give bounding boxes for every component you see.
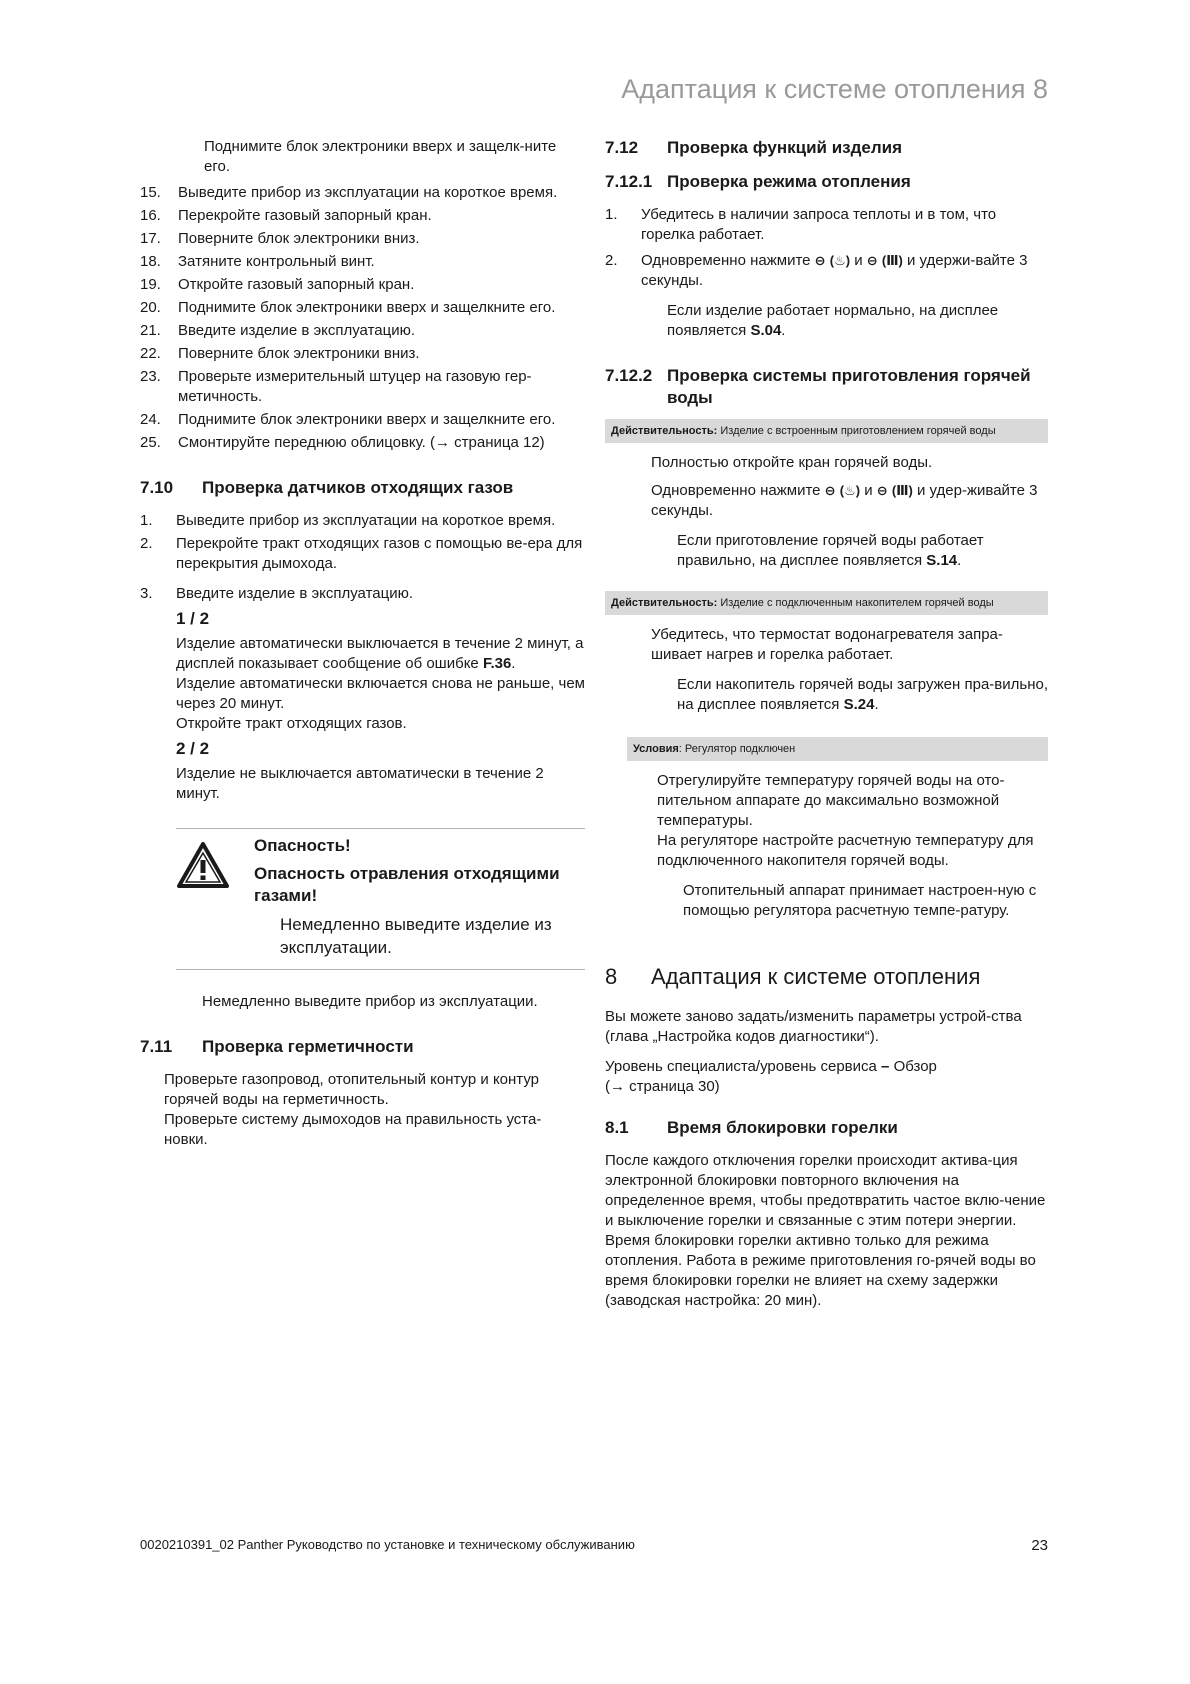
action-text: Проверьте газопровод, отопительный контур и контур горячей воды на герметичность. [164,1071,540,1108]
page-reference: (→ страница 30) [605,1078,720,1095]
validity-bar: Действительность: Изделие с встроенным приготовлением горячей воды [605,419,1048,443]
page-number: 23 [1031,1537,1048,1554]
minus-key-icon: ⊖ [866,253,878,268]
result-text: Если приготовление горячей воды работает правильно, на дисплее появляется S.14. [677,532,984,569]
danger-subtitle: Опасность отравления отходящими газами! [254,864,560,905]
result-text: Изделие не выключается автоматически в течение 2 минут. [176,765,544,802]
list-item: 20. Поднимите блок электроники вверх и защелкните его. [140,299,556,316]
warning-triangle-icon [176,835,254,959]
section-heading-7-12-1: 7.12.1 Проверка режима отопления [605,172,911,191]
list-item: 19. Откройте газовый запорный кран. [140,276,415,293]
minus-key-icon: ⊖ [814,253,826,268]
list-item: 18. Затяните контрольный винт. [140,253,375,270]
body-text: Вы можете заново задать/изменить параметры устрой-ства (глава „Настройка кодов диагностики“). [605,1008,1022,1045]
status-code: S.14 [926,552,958,569]
page-footer [140,1537,1048,1554]
hot-water-icon: (♨) [829,253,851,268]
condition-bar: Условия: Регулятор подключен [627,737,1048,761]
hot-water-icon: (♨) [839,483,861,498]
list-item: 22. Поверните блок электроники вниз. [140,345,420,362]
radiator-icon: (Ⅲ) [881,253,903,268]
intro-step: Поднимите блок электроники вверх и защелк-ните его. [204,138,557,175]
action-text: Проверьте систему дымоходов на правильность уста-новки. [164,1111,542,1148]
action-text: Полностью откройте кран горячей воды. [651,454,933,471]
list-item: 2. Перекройте тракт отходящих газов с помощью ве-ера для перекрытия дымохода. [140,535,583,572]
result-text: Изделие автоматически выключается в течение 2 минут, а дисплей показывает сообщение об ошибке F.36. [176,635,584,672]
result-text: Изделие автоматически включается снова не раньше, чем через 20 минут. [176,675,585,712]
section-heading-7-11: 7.11 Проверка герметичности [140,1037,414,1056]
section-heading-7-10: 7.10 Проверка датчиков отходящих газов [140,478,514,497]
result-text: Если накопитель горячей воды загружен пра-вильно, на дисплее появляется S.24. [677,676,1048,713]
validity-bar: Действительность: Изделие с подключенным накопителем горячей воды [605,591,1048,615]
list-item: 1. Убедитесь в наличии запроса теплоты и в том, что горелка работает. [605,206,997,243]
list-item: 1. Выведите прибор из эксплуатации на короткое время. [140,512,556,529]
status-code: S.04 [750,322,782,339]
action-text: Убедитесь, что термостат водонагревателя запра-шивает нагрев и горелка работает. [651,626,1003,663]
list-item: 17. Поверните блок электроники вниз. [140,230,420,247]
minus-key-icon: ⊖ [824,483,836,498]
action-text: Отрегулируйте температуру горячей воды на ото-пительном аппарате до максимально возможной температуры. [657,772,1005,829]
result-text: Если изделие работает нормально, на дисплее появляется S.04. [667,302,999,339]
danger-title: Опасность! [254,836,351,855]
list-item: 21. Введите изделие в эксплуатацию. [140,322,415,339]
step-3-details [140,608,585,804]
list-item: 23. Проверьте измерительный штуцер на газовую гер-метичность. [140,368,532,405]
result-text: Отопительный аппарат принимает настроен-ную с помощью регулятора расчетную темпе-ратуру. [683,882,1037,919]
minus-key-icon: ⊖ [876,483,888,498]
result-2-of-2: 2 / 2 [176,739,210,758]
document-id: 0020210391_02 Panther Руководство по установке и техническому обслуживанию [140,1537,635,1552]
result-1-of-2: 1 / 2 [176,609,210,628]
action-text: Немедленно выведите прибор из эксплуатации. [202,993,538,1010]
danger-warning [176,828,585,970]
list-item: 16. Перекройте газовый запорный кран. [140,207,432,224]
list-item: 15. Выведите прибор из эксплуатации на короткое время. [140,184,558,201]
section-heading-7-12-2: 7.12.2 Проверка системы приготовления горячей воды [605,366,1031,407]
list-item: 3. Введите изделие в эксплуатацию. [140,585,413,602]
steps-list [140,183,585,453]
action-text: Откройте тракт отходящих газов. [176,715,407,732]
running-title: Адаптация к системе отопления 8 [621,74,1048,104]
list-item: 25. Смонтируйте переднюю облицовку. (→ страница 12) [140,434,545,451]
list-item: 2. Одновременно нажмите ⊖ (♨) и ⊖ (Ⅲ) и удержи-вайте 3 секунды. [605,252,1028,289]
body-text: После каждого отключения горелки происходит актива-ция электронной блокировки повторного включения на определенное время, чтобы предотвратить частое вклю-чение и выключение горелки и связанные с этим потери энергии. Время блокировки горелки активно только для режима отопления. Работа в режиме приготовления го-рячей воды во время блокировки горелки не влияет на схему задержки (заводская настройка: 20 мин). [605,1152,1046,1309]
section-heading-7-12: 7.12 Проверка функций изделия [605,138,903,157]
chapter-heading-8: 8 Адаптация к системе отопления [605,964,981,989]
body-text: Уровень специалиста/уровень сервиса – Обзор (→ страница 30) [605,1058,937,1095]
steps-list-7-10 [140,511,585,604]
section-heading-8-1: 8.1 Время блокировки горелки [605,1118,898,1137]
status-code: S.24 [843,696,875,713]
radiator-icon: (Ⅲ) [891,483,913,498]
error-code: F.36 [482,655,512,672]
danger-text: Немедленно выведите изделие из эксплуатации. [280,915,552,957]
right-column [605,137,1048,1311]
action-text: Одновременно нажмите ⊖ (♨) и ⊖ (Ⅲ) и удер-живайте 3 секунды. [651,482,1038,519]
action-text: На регуляторе настройте расчетную температуру для подключенного накопителя горячей воды. [657,832,1034,869]
left-column [140,137,585,1150]
list-item: 24. Поднимите блок электроники вверх и защелкните его. [140,411,556,428]
